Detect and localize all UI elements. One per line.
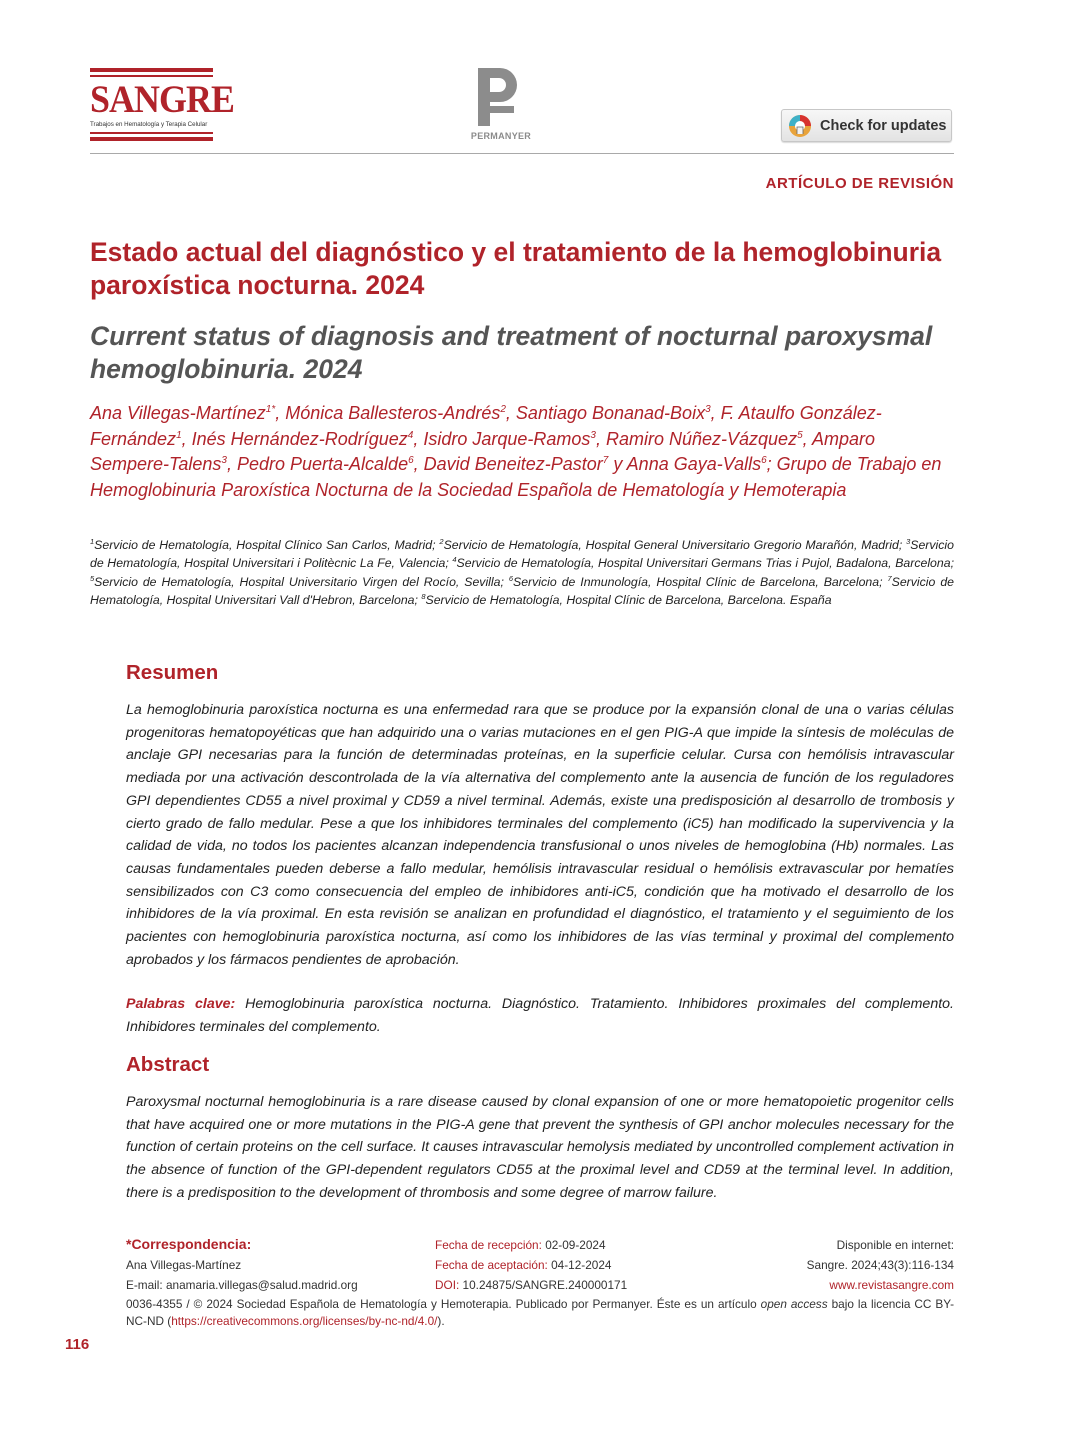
affiliation-text: Servicio de Hematología, Hospital Universitario Virgen del Rocío, Sevilla;	[94, 574, 509, 589]
author-affiliation-mark: 4	[407, 429, 414, 441]
resumen-text: La hemoglobinuria paroxística nocturna es una enfermedad rara que se produce por la expansión clonal de una o varias células progenitoras hematopoyéticas que han adquirido una o varias mutaciones en el gen PIG-A que impide la síntesis de moléculas de anclaje GPI necesarias para la función de determinadas proteínas, en la superficie celular. Cursa con hemólisis intravascular mediada por una activación descontrolada de la vía alternativa del complemento ante la ausencia de función de los reguladores GPI dependientes CD55 a nivel proximal y CD59 a nivel terminal. Además, existe una predisposición al desarrollo de trombosis y cierto grado de fallo medular. Pese a que los inhibidores terminales del complemento (iC5) han modificado la supervivencia y la calidad de vida, no todos los pacientes alcanzan independencia transfusional o unos niveles de hemoglobina (Hb) normales. Las causas fundamentales pueden deberse a fallo medular, hemólisis intravascular residual o hemólisis extravascular por hematíes sensibilizados con C3 como consecuencia del empleo de inhibidores anti-iC5, condición que ha motivado el desarrollo de los inhibidores de la vía proximal. En esta revisión se analizan en profundidad el diagnóstico, el tratamiento y el seguimiento de los pacientes con hemoglobinuria paroxística nocturna, así como los inhibidores de las vías terminal y proximal del complemento aprobados y los fármacos pendientes de aprobación.	[126, 702, 954, 968]
license-text-c: ).	[437, 1313, 445, 1328]
received-date	[435, 1235, 606, 1255]
license-notice	[126, 1296, 954, 1329]
author-name: Isidro Jarque-Ramos	[423, 428, 591, 449]
author-affiliation-mark: 6	[408, 455, 414, 467]
affiliation-mark: 1	[90, 536, 95, 546]
affiliation-mark: 4	[452, 555, 457, 565]
author-name: Inés Hernández-Rodríguez	[191, 428, 408, 449]
doi-label: DOI:	[435, 1278, 460, 1292]
author-affiliation-mark: 3	[590, 429, 596, 441]
affiliation-text: Servicio de Hematología, Hospital Universitari Vall d'Hebron, Barcelona;	[90, 574, 954, 607]
author-separator: ,	[181, 428, 192, 449]
journal-name: SANGRE	[90, 78, 235, 121]
publisher-logo	[470, 68, 532, 146]
article-type: ARTÍCULO DE REVISIÓN	[765, 175, 954, 192]
author-name: Ramiro Núñez-Vázquez	[605, 428, 798, 449]
permanyer-mark-icon	[476, 68, 520, 126]
affiliation-mark: 6	[508, 573, 514, 583]
accepted-value: 04-12-2024	[551, 1258, 612, 1272]
check-updates-label: Check for updates	[820, 117, 947, 134]
accepted-date	[435, 1255, 611, 1275]
author-separator: ;	[766, 454, 777, 475]
keywords-text: Hemoglobinuria paroxística nocturna. Diagnóstico. Tratamiento. Inhibidores proximales del complemento. Inhibidores terminales del complemento.	[126, 996, 954, 1035]
author-affiliation-mark: 6	[761, 455, 767, 467]
publisher-name: PERMANYER	[470, 131, 532, 141]
author-name: Santiago Bonanad-Boix	[515, 403, 706, 423]
author-affiliation-mark: 3	[221, 455, 227, 467]
affiliation-text: Servicio de Hematología, Hospital Universitari Germans Trias i Pujol, Badalona, Barcelona;	[456, 556, 954, 571]
author-list	[90, 401, 956, 503]
author-name: y Anna Gaya-Valls	[613, 454, 762, 475]
affiliation-mark: 8	[421, 591, 426, 601]
author-affiliation-mark: 1	[176, 429, 182, 441]
journal-citation: Sangre. 2024;43(3):116-134	[806, 1258, 954, 1272]
affiliation-mark: 2	[439, 536, 444, 546]
title-spanish: Estado actual del diagnóstico y el tratamiento de la hemoglobinuria paroxística nocturna. 2024	[90, 237, 942, 300]
author-name: Pedro Puerta-Alcalde	[236, 454, 409, 475]
author-affiliation-mark: 2	[500, 404, 506, 415]
resumen-heading: Resumen	[126, 661, 219, 684]
check-for-updates-button[interactable]	[781, 109, 952, 142]
affiliation-mark: 3	[906, 536, 911, 546]
license-text-b: bajo la licencia CC BY-NC-ND (	[126, 1297, 954, 1328]
author-name: David Beneitez-Pastor	[423, 454, 603, 475]
author-affiliation-mark: 5	[797, 429, 803, 441]
author-separator: ,	[505, 403, 516, 423]
author-separator: ,	[710, 403, 721, 423]
received-label: Fecha de recepción:	[435, 1238, 542, 1252]
abstract-heading: Abstract	[126, 1053, 210, 1076]
header-divider	[90, 153, 954, 154]
author-separator: ,	[595, 428, 606, 449]
author-affiliation-mark: 7	[602, 455, 609, 467]
author-separator: ,	[802, 428, 812, 449]
doi	[435, 1275, 627, 1295]
affiliations	[90, 536, 954, 609]
title-english: Current status of diagnosis and treatment of nocturnal paroxysmal hemoglobinuria. 2024	[90, 321, 933, 384]
author-name: Mónica Ballesteros-Andrés	[285, 403, 501, 423]
author-separator: ,	[413, 428, 424, 449]
author-separator: ,	[275, 403, 286, 423]
affiliation-text: Servicio de Hematología, Hospital Universitari i Politècnic La Fe, Valencia;	[90, 538, 955, 571]
keywords-label: Palabras clave:	[126, 996, 236, 1012]
author-separator: ,	[413, 454, 424, 475]
affiliation-text: Servicio de Inmunología, Hospital Clínic de Barcelona, Barcelona;	[513, 574, 888, 589]
author-affiliation-mark: 1*	[265, 404, 276, 415]
affiliation-mark: 5	[90, 573, 95, 583]
email-value[interactable]: anamaria.villegas@salud.madrid.org	[166, 1278, 358, 1292]
author-name: Ana Villegas-Martínez	[90, 403, 266, 423]
affiliation-text: Servicio de Hematología, Hospital Clínico San Carlos, Madrid;	[94, 538, 440, 552]
online-available-label: Disponible en internet:	[836, 1238, 954, 1252]
keywords	[126, 993, 954, 1038]
received-value: 02-09-2024	[545, 1238, 606, 1252]
email-label: E-mail:	[126, 1278, 163, 1292]
abstract-text: Paroxysmal nocturnal hemoglobinuria is a rare disease caused by clonal expansion of one or more hematopoietic progenitor cells that have acquired one or more mutations in the PIG-A gene that prevent the synthesis of GPI anchor molecules necessary for the function of certain proteins on the cell surface. It causes intravascular hemolysis mediated by uncontrolled complement activation in the absence of function of the GPI-dependent regulators CD55 at the proximal level and CD59 at the terminal level. In addition, there is a predisposition to the development of thrombosis and some degree of marrow failure.	[126, 1094, 954, 1201]
doi-value[interactable]: 10.24875/SANGRE.240000171	[462, 1278, 628, 1292]
correspondence-label: *Correspondencia:	[126, 1236, 252, 1252]
accepted-label: Fecha de aceptación:	[435, 1258, 548, 1272]
correspondence-name: Ana Villegas-Martínez	[126, 1258, 242, 1272]
author-name: F. Ataulfo González-Fernández	[90, 403, 882, 449]
correspondence-email	[126, 1275, 358, 1295]
journal-logo	[90, 68, 235, 144]
journal-website-link[interactable]: www.revistasangre.com	[829, 1278, 954, 1292]
author-name: Grupo de Trabajo en Hemoglobinuria Paroxística Nocturna de la Sociedad Española de Hematología y Hemoterapia	[90, 454, 942, 500]
author-separator: ,	[226, 454, 237, 475]
page-number: 116	[65, 1336, 90, 1353]
license-link[interactable]: https://creativecommons.org/licenses/by-nc-nd/4.0/	[171, 1313, 438, 1328]
open-access-text: open access	[760, 1297, 828, 1311]
affiliation-mark: 7	[887, 573, 892, 583]
affiliation-text: Servicio de Hematología, Hospital General Universitario Gregorio Marañón, Madrid;	[443, 538, 907, 552]
journal-subtitle: Trabajos en Hematología y Terapia Celular	[90, 121, 208, 128]
author-affiliation-mark: 3	[705, 404, 711, 415]
author-name: Amparo Sempere-Talens	[90, 428, 876, 475]
crossmark-icon	[788, 114, 812, 138]
affiliation-text: Servicio de Hematología, Hospital Clínic de Barcelona, Barcelona. España	[425, 592, 832, 607]
license-text-a: 0036-4355 / © 2024 Sociedad Española de Hematología y Hemoterapia. Publicado por Permanyer. Éste es un artículo	[126, 1297, 761, 1311]
